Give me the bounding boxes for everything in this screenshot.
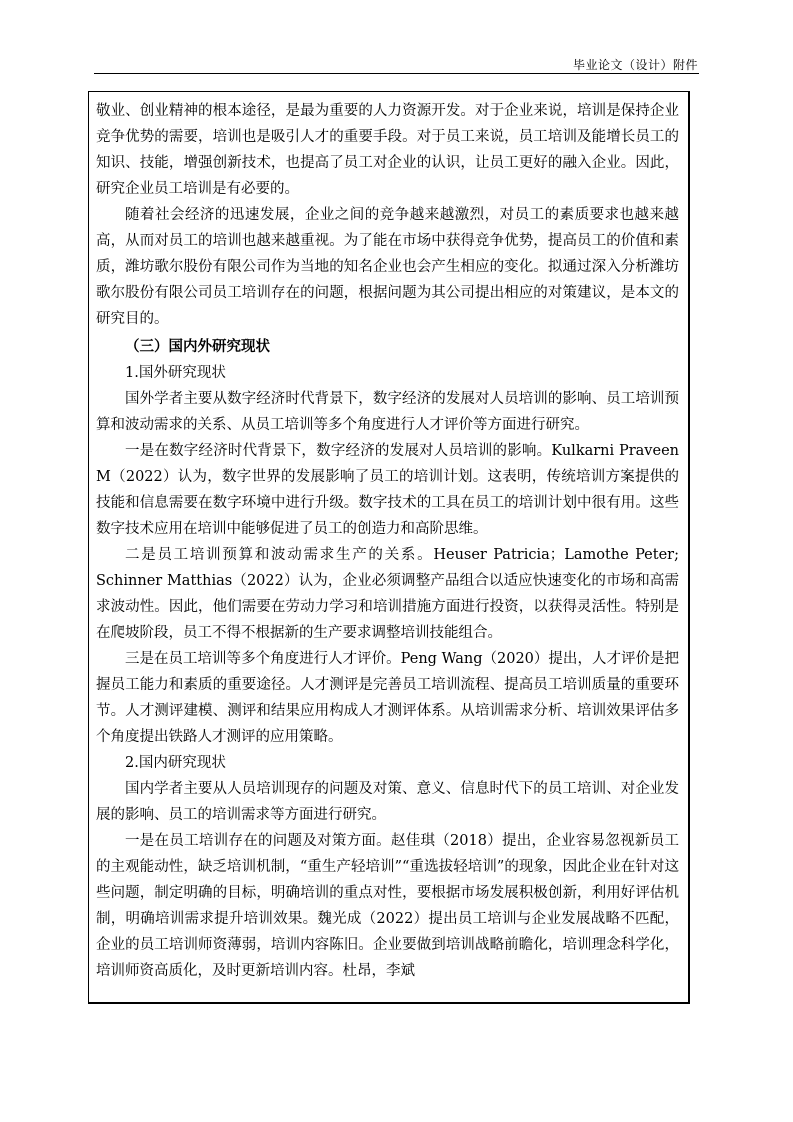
paragraph-4: 一是在数字经济时代背景下，数字经济的发展对人员培训的影响。Kulkarni Praveen M（2022）认为，数字世界的发展影响了员工的培训计划。这表明，传统培训方案提供的技能和信息需要在数字环境中进行升级。数字技术的工具在员工的培训计划中很有用。这些数字技术应用在培训中能够促进了员工的创造力和高阶思维。	[96, 443, 679, 537]
header-divider	[94, 73, 699, 74]
subheading-domestic: 2.国内研究现状	[125, 755, 226, 771]
subheading-foreign: 1.国外研究现状	[125, 365, 226, 381]
content-frame	[88, 91, 690, 1004]
section-heading: （三）国内外研究现状	[125, 338, 270, 355]
paragraph-5: 二是员工培训预算和波动需求生产的关系。Heuser Patricia；Lamothe Peter; Schinner Matthias（2022）认为，企业必须调整产品组合以适应快速变化的市场和高需求波动性。因此，他们需要在劳动力学习和培训措施方面进行投资，以获得灵活性。特别是在爬坡阶段，员工不得不根据新的生产要求调整培训技能组合。	[96, 547, 679, 641]
paragraph-2: 随着社会经济的迅速发展，企业之间的竞争越来越激烈，对员工的素质要求也越来越高，从而对员工的培训也越来越重视。为了能在市场中获得竞争优势，提高员工的价值和素质，潍坊歌尔股份有限公司作为当地的知名企业也会产生相应的变化。拟通过深入分析潍坊歌尔股份有限公司员工培训存在的问题，根据问题为其公司提出相应的对策建议，是本文的研究目的。	[96, 207, 679, 327]
paragraph-8: 一是在员工培训存在的问题及对策方面。赵佳琪（2018）提出，企业容易忽视新员工的主观能动性，缺乏培训机制，“重生产轻培训”“重选拔轻培训”的现象，因此企业在针对这些问题，制定明确的目标，明确培训的重点对性，要根据市场发展积极创新，利用好评估机制，明确培训需求提升培训效果。魏光成（2022）提出员工培训与企业发展战略不匹配，企业的员工培训师资薄弱，培训内容陈旧。企业要做到培训战略前瞻化，培训理念科学化，培训师资高质化，及时更新培训内容。杜昂，李斌	[96, 833, 679, 979]
paragraph-1: 敬业、创业精神的根本途径，是最为重要的人力资源开发。对于企业来说，培训是保持企业竞争优势的需要，培训也是吸引人才的重要手段。对于员工来说，员工培训及能增长员工的知识、技能，增强创新技术，也提高了员工对企业的认识，让员工更好的融入企业。因此，研究企业员工培训是有必要的。	[96, 103, 679, 197]
header-label: 毕业论文（设计）附件	[572, 58, 698, 72]
document-body	[96, 98, 679, 984]
paragraph-7: 国内学者主要从人员培训现存的问题及对策、意义、信息时代下的员工培训、对企业发展的影响、员工的培训需求等方面进行研究。	[96, 781, 679, 823]
paragraph-6: 三是在员工培训等多个角度进行人才评价。Peng Wang（2020）提出，人才评价是把握员工能力和素质的重要途径。人才测评是完善员工培训流程、提高员工培训质量的重要环节。人才测评建模、测评和结果应用构成人才测评体系。从培训需求分析、培训效果评估多个角度提出铁路人才测评的应用策略。	[96, 651, 679, 745]
paragraph-3: 国外学者主要从数字经济时代背景下，数字经济的发展对人员培训的影响、员工培训预算和波动需求的关系、从员工培训等多个角度进行人才评价等方面进行研究。	[96, 391, 679, 433]
